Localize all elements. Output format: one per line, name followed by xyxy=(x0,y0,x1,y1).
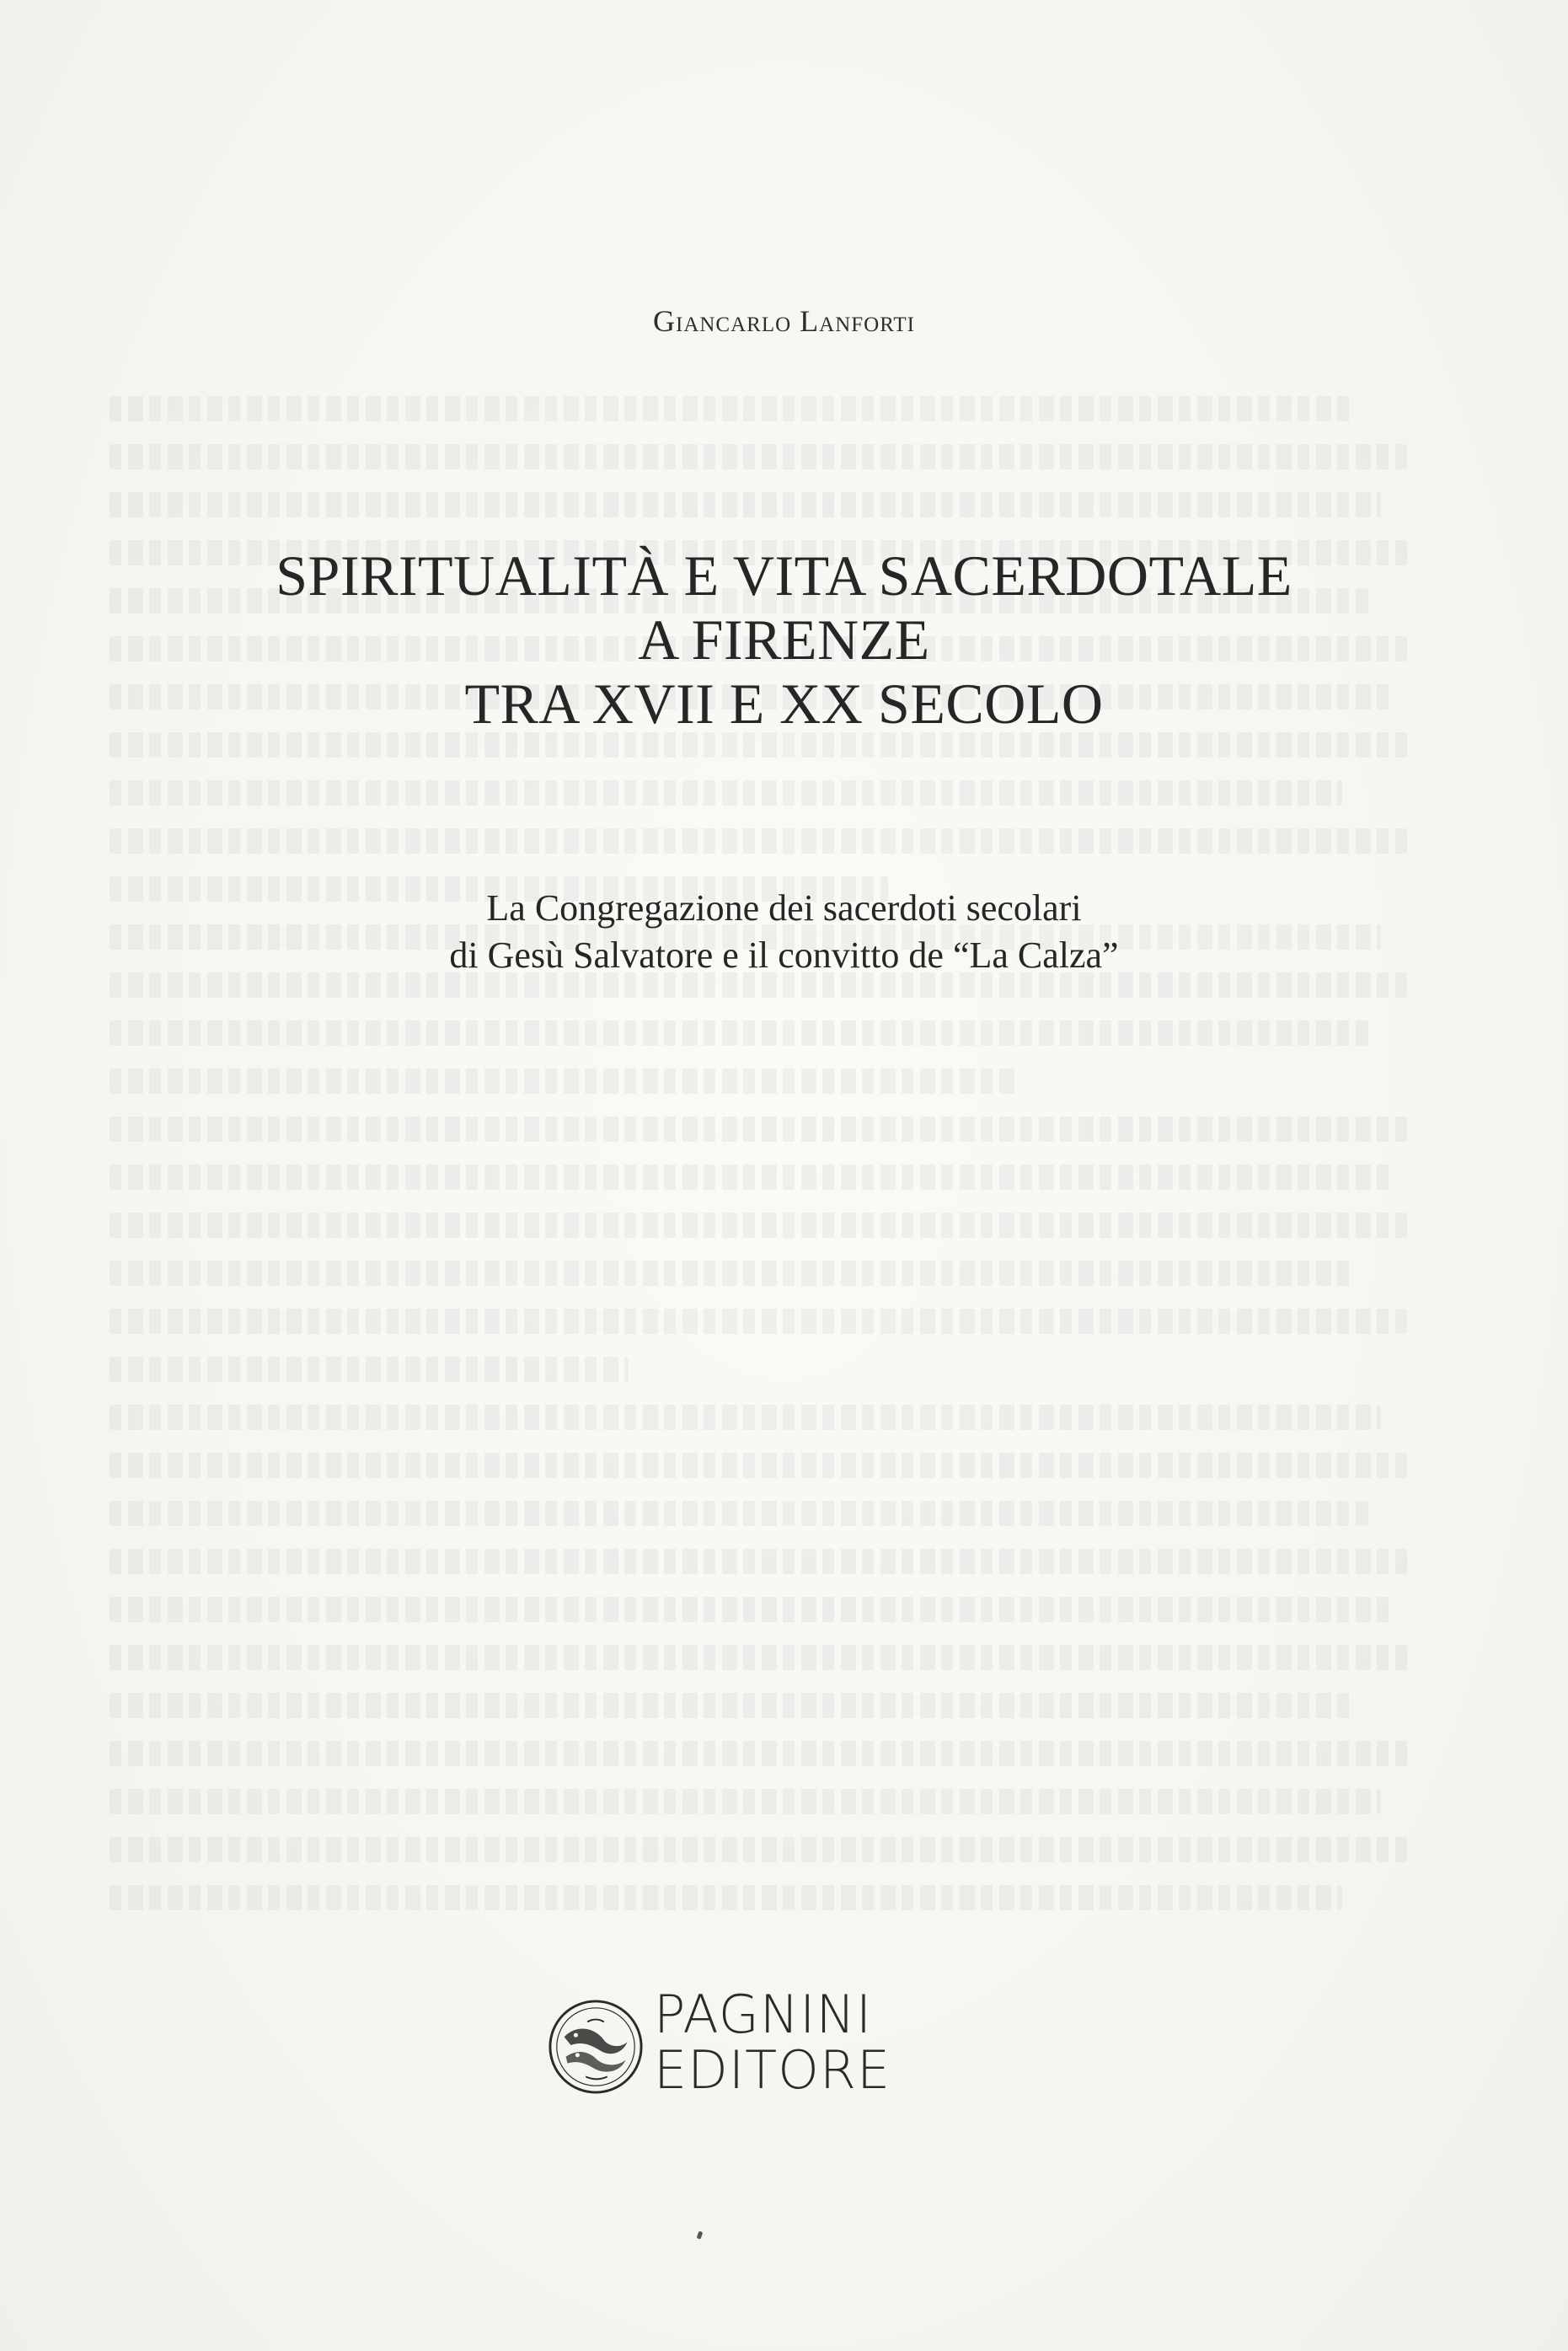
author-name: Giancarlo Lanforti xyxy=(653,304,915,338)
publisher-logo-icon xyxy=(546,1997,645,2097)
book-subtitle xyxy=(0,885,1568,979)
subtitle-line-2: di Gesù Salvatore e il convitto de “La Calza” xyxy=(449,935,1119,976)
title-line-1: SPIRITUALITÀ E VITA SACERDOTALE xyxy=(276,544,1292,608)
publisher-logo xyxy=(546,1980,925,2101)
book-title xyxy=(0,544,1568,736)
subtitle-line-1: La Congregazione dei sacerdoti secolari xyxy=(486,887,1082,929)
publisher-name-line-2: EDITORE xyxy=(654,2039,891,2101)
publisher-name-line-1: PAGNINI xyxy=(654,1984,873,2045)
paper-speck xyxy=(697,2231,704,2239)
title-line-3: TRA XVII E XX SECOLO xyxy=(464,672,1104,736)
title-line-2: A FIRENZE xyxy=(638,608,930,672)
